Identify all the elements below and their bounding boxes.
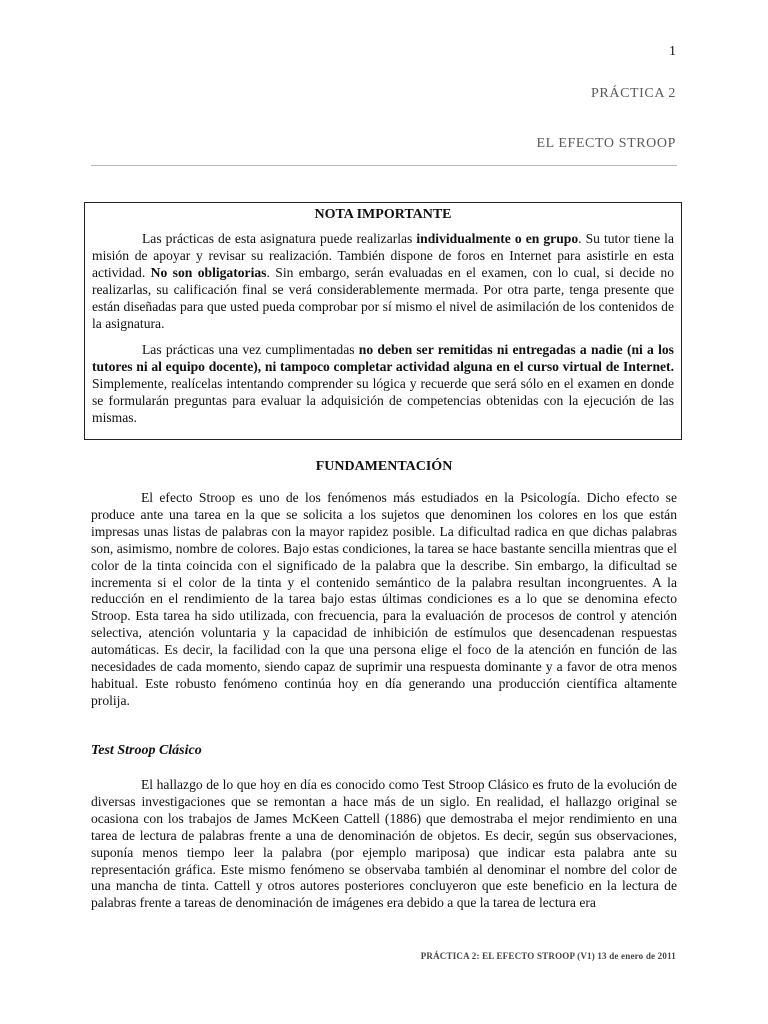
note-p1-text-c: . Su tutor tiene la misión de apoyar y revisar su realización. También dispone de foros en Internet para asistirle en esta actividad. — [92, 231, 674, 280]
test-stroop-paragraph: El hallazgo de lo que hoy en día es conocido como Test Stroop Clásico es fruto de la evolución de diversas investigaciones que se remontan a hace más de un siglo. En realidad, el hallazgo original se ocasiona con los trabajos de James McKeen Cattell (1886) que demostraba el mejor rendimiento en una tarea de lectura de palabras frente a una de denominación de objetos. Es decir, según sus observaciones, suponía menos tiempo leer la palabra (por ejemplo mariposa) que indicar esta palabra ante su representación gráfica. Este mismo fenómeno se observaba también al denominar el nombre del color de una mancha de tinta. Cattell y otros autores posteriores concluyeron que este beneficio en la lectura de palabras frente a tareas de denominación de imágenes era debido a que la tarea de lectura era — [91, 777, 677, 911]
page-number: 1 — [669, 44, 676, 59]
header-practice-title: PRÁCTICA 2 — [591, 86, 676, 101]
note-paragraph-1 — [92, 231, 674, 332]
note-p1-text-a: Las prácticas de esta asignatura puede realizarlas — [142, 231, 417, 246]
note-paragraph-2 — [92, 342, 674, 427]
note-p1-bold-not-mandatory: No son obligatorias — [150, 264, 267, 280]
important-note-box — [84, 202, 682, 440]
note-p1-text-e: . Sin embargo, serán evaluadas en el examen, con lo cual, si decide no realizarlas, su calificación final se verá considerablemente mermada. Por otra parte, tenga presente que están diseñadas para que usted pueda comprobar por sí mismo el nivel de asimilación de los contenidos de la asignatura. — [92, 264, 674, 331]
header-subject-title: EL EFECTO STROOP — [536, 136, 676, 151]
note-p2-bold-warning: no deben ser remitidas ni entregadas a nadie (ni a los tutores ni al equipo docente), ni tampoco completar actividad alguna en el curso virtual de Internet. — [92, 342, 674, 375]
note-p2-text-c: Simplemente, realícelas intentando comprender su lógica y recuerde que será sólo en el examen en donde se formularán preguntas para evaluar la adquisición de competencias obtenidas con la ejecución de las mismas. — [92, 376, 674, 426]
subsection-title-test-stroop: Test Stroop Clásico — [91, 743, 202, 758]
section-title-fundamentacion: FUNDAMENTACIÓN — [315, 459, 453, 474]
page-footer: PRÁCTICA 2: EL EFECTO STROOP (V1) 13 de enero de 2011 — [420, 951, 676, 961]
note-p1-bold-individual: individualmente o en grupo — [416, 231, 579, 246]
fundamentacion-paragraph: El efecto Stroop es uno de los fenómenos más estudiados en la Psicología. Dicho efecto se produce ante una tarea en la que se solicita a los sujetos que denominen los colores en los que están impresas unas listas de palabras con la mayor rapidez posible. La dificultad radica en que dichas palabras son, asimismo, nombre de colores. Bajo estas condiciones, la tarea se hace bastante sencilla mientras que el color de la tinta coincida con el significado de la palabra que la describe. Sin embargo, la dificultad se incrementa si el color de la tinta y el contenido semántico de la palabra resultan incongruentes. A la reducción en el rendimiento de la tarea bajo estas últimas condiciones es a lo que se denomina efecto Stroop. Esta tarea ha sido utilizada, con frecuencia, para la evaluación de procesos de control y atención selectiva, atención voluntaria y la capacidad de inhibición de estímulos que desencadenan respuestas automáticas. Es decir, la facilidad con la que una persona elige el foco de la atención en función de las necesidades de cada momento, siendo capaz de suprimir una respuesta dominante y a favor de otra menos habitual. Este robusto fenómeno continúa hoy en día generando una producción científica altamente prolija. — [91, 490, 677, 708]
note-title: NOTA IMPORTANTE — [314, 207, 452, 222]
note-p2-text-a: Las prácticas una vez cumplimentadas — [142, 342, 359, 358]
header-divider — [91, 165, 677, 166]
